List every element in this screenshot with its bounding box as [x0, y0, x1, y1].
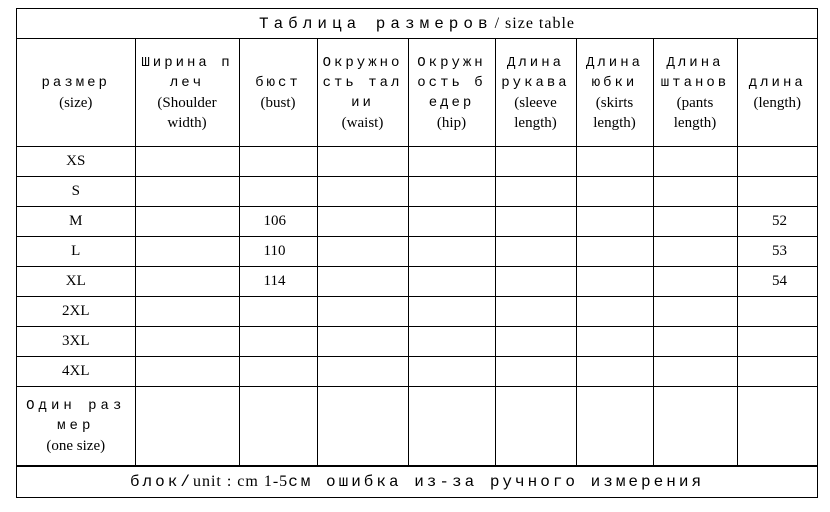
table-cell — [495, 237, 576, 267]
table-cell — [576, 207, 653, 237]
size-label: 3XL — [17, 327, 135, 357]
footer-note — [17, 466, 817, 497]
size-label: 2XL — [17, 297, 135, 327]
table-cell — [495, 267, 576, 297]
footer-ru-prefix: блок/ — [129, 473, 193, 491]
table-cell — [135, 327, 239, 357]
size-label: XS — [17, 147, 135, 177]
header-bust: бюст (bust) — [239, 39, 317, 147]
bust-value — [239, 327, 317, 357]
table-cell — [737, 387, 817, 466]
bust-value — [239, 147, 317, 177]
table-cell — [135, 267, 239, 297]
table-cell — [653, 357, 737, 387]
table-cell — [135, 207, 239, 237]
table-cell — [408, 207, 495, 237]
header-sleeve: Длина рукава (sleeve length) — [495, 39, 576, 147]
table-cell — [135, 237, 239, 267]
size-table-frame — [16, 8, 818, 498]
header-row — [17, 39, 817, 147]
table-cell — [653, 147, 737, 177]
table-cell — [495, 357, 576, 387]
table-cell — [317, 297, 408, 327]
one-size-row — [17, 387, 817, 466]
size-label: 4XL — [17, 357, 135, 387]
table-cell — [408, 357, 495, 387]
bust-value: 114 — [239, 267, 317, 297]
table-cell — [135, 297, 239, 327]
one-size-label: Один размер (one size) — [17, 387, 135, 466]
table-cell — [317, 177, 408, 207]
size-label: M — [17, 207, 135, 237]
title-en: / size table — [494, 14, 576, 32]
table-cell — [408, 297, 495, 327]
header-waist: Окружность талии (waist) — [317, 39, 408, 147]
table-body — [17, 147, 817, 387]
table-cell — [495, 327, 576, 357]
table-cell — [135, 177, 239, 207]
table-row — [17, 207, 817, 237]
table-cell — [653, 177, 737, 207]
table-cell — [495, 207, 576, 237]
bust-value: 110 — [239, 237, 317, 267]
table-cell — [576, 267, 653, 297]
table-cell — [576, 237, 653, 267]
header-length: длина (length) — [737, 39, 817, 147]
table-cell — [576, 177, 653, 207]
table-cell — [317, 357, 408, 387]
table-cell — [495, 177, 576, 207]
table-cell — [653, 297, 737, 327]
table-cell — [408, 177, 495, 207]
table-row — [17, 297, 817, 327]
table-cell — [653, 207, 737, 237]
table-cell — [408, 237, 495, 267]
table-cell — [653, 267, 737, 297]
table-cell — [317, 387, 408, 466]
table-cell — [495, 387, 576, 466]
table-cell — [317, 267, 408, 297]
header-skirt: Длина юбки (skirts length) — [576, 39, 653, 147]
length-value: 53 — [737, 237, 817, 267]
length-value: 54 — [737, 267, 817, 297]
length-value — [737, 327, 817, 357]
length-value — [737, 297, 817, 327]
table-cell — [576, 147, 653, 177]
table-row — [17, 177, 817, 207]
bust-value: 106 — [239, 207, 317, 237]
bust-value — [239, 177, 317, 207]
table-cell — [576, 327, 653, 357]
table-cell — [239, 387, 317, 466]
header-shoulder: Ширина плеч (Shoulder width) — [135, 39, 239, 147]
table-title — [17, 9, 817, 39]
table-cell — [576, 297, 653, 327]
header-hip: Окружность бедер (hip) — [408, 39, 495, 147]
table-cell — [408, 327, 495, 357]
title-ru: Таблица размеров — [258, 14, 493, 33]
table-cell — [135, 147, 239, 177]
length-value — [737, 357, 817, 387]
size-label: XL — [17, 267, 135, 297]
table-row — [17, 147, 817, 177]
table-cell — [653, 327, 737, 357]
footer-unit: unit : cm 1-5 — [192, 473, 289, 490]
table-cell — [317, 147, 408, 177]
table-cell — [408, 267, 495, 297]
table-row — [17, 267, 817, 297]
table-row — [17, 327, 817, 357]
header-size: размер (size) — [17, 39, 135, 147]
table-cell — [317, 237, 408, 267]
table-cell — [576, 387, 653, 466]
table-cell — [317, 207, 408, 237]
table-cell — [576, 357, 653, 387]
bust-value — [239, 297, 317, 327]
table-cell — [135, 387, 239, 466]
table-cell — [653, 387, 737, 466]
table-cell — [495, 297, 576, 327]
footer-ru-suffix: см ошибка из-за ручного измерения — [288, 473, 705, 491]
table-cell — [408, 387, 495, 466]
length-value: 52 — [737, 207, 817, 237]
table-cell — [317, 327, 408, 357]
table-cell — [135, 357, 239, 387]
length-value — [737, 177, 817, 207]
table-row — [17, 237, 817, 267]
table-row — [17, 357, 817, 387]
size-label: L — [17, 237, 135, 267]
table-cell — [495, 147, 576, 177]
table-cell — [653, 237, 737, 267]
size-label: S — [17, 177, 135, 207]
header-pants: Длина штанов (pants length) — [653, 39, 737, 147]
size-table — [17, 39, 817, 466]
bust-value — [239, 357, 317, 387]
table-cell — [408, 147, 495, 177]
length-value — [737, 147, 817, 177]
